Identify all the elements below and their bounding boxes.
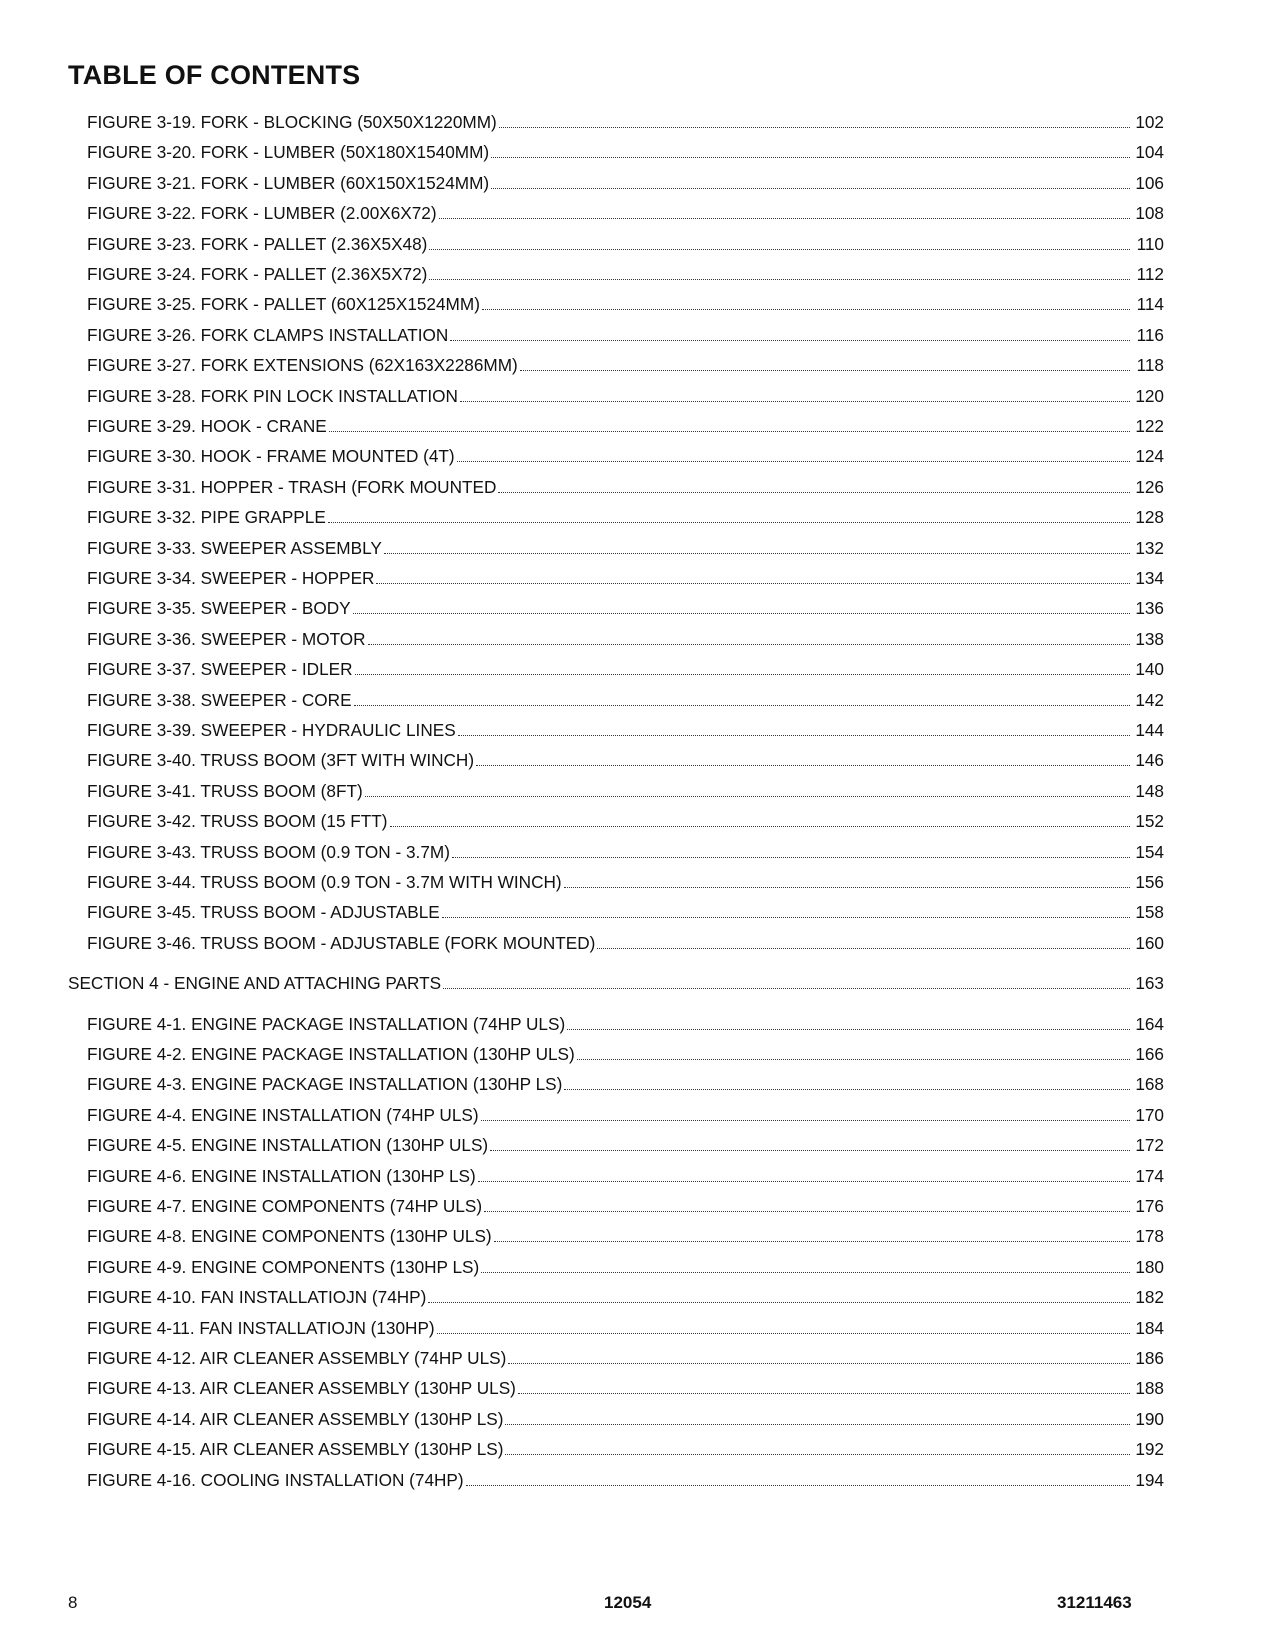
toc-entry-label: FIGURE 4-10. FAN INSTALLATIOJN (74HP) [87,1287,427,1308]
toc-entry-page: 132 [1135,537,1164,558]
toc-entry-page: 112 [1136,264,1164,284]
toc-dot-leader [482,292,1132,316]
toc-entry-page: 186 [1135,1348,1164,1368]
toc-entry-page: 166 [1135,1044,1164,1064]
toc-entry-label: FIGURE 3-37. SWEEPER - IDLER [87,659,353,680]
toc-entry-page: 118 [1136,355,1164,376]
footer-page-number: 8 [68,1593,78,1612]
toc-entry-page: 164 [1135,1013,1164,1034]
toc-figure-entry[interactable] [87,1133,1164,1157]
toc-entry-label: FIGURE 3-30. HOOK - FRAME MOUNTED (4T) [87,446,455,467]
toc-entry-page: 136 [1135,598,1164,619]
toc-entry-page: 172 [1135,1135,1164,1156]
toc-entry-label: FIGURE 4-13. AIR CLEANER ASSEMBLY (130HP ULS) [87,1378,516,1399]
toc-entry-page: 194 [1135,1469,1164,1490]
toc-entry-label: FIGURE 3-39. SWEEPER - HYDRAULIC LINES [87,720,456,740]
toc-figure-entry[interactable] [87,566,1164,590]
toc-entry-page: 158 [1135,902,1164,923]
toc-entry-label: FIGURE 3-28. FORK PIN LOCK INSTALLATION [87,385,458,406]
toc-entry-page: 108 [1135,203,1164,224]
toc-entry-page: 178 [1135,1226,1164,1247]
toc-dot-leader [564,870,1132,894]
toc-dot-leader [458,718,1132,742]
toc-dot-leader [499,110,1132,134]
toc-dot-leader [498,475,1132,499]
toc-entry-page: 138 [1135,628,1164,649]
toc-figure-entry[interactable] [87,1468,1164,1492]
toc-figure-entry[interactable] [87,809,1164,833]
toc-entry-page: 126 [1135,476,1164,497]
toc-dot-leader [520,353,1132,377]
toc-entry-label: FIGURE 3-45. TRUSS BOOM - ADJUSTABLE [87,902,440,923]
toc-figure-entry[interactable] [87,1346,1164,1370]
toc-entry-label: FIGURE 3-44. TRUSS BOOM (0.9 TON - 3.7M WITH WINCH) [87,872,562,892]
toc-entry-label: FIGURE 4-12. AIR CLEANER ASSEMBLY (74HP ULS) [87,1348,507,1368]
toc-entry-page: 146 [1135,750,1164,771]
toc-figure-entry[interactable] [87,1042,1164,1066]
toc-entry-page: 176 [1135,1196,1164,1216]
toc-entry-page: 122 [1135,416,1164,436]
toc-entry-label: FIGURE 4-4. ENGINE INSTALLATION (74HP ULS) [87,1104,479,1125]
toc-entry-page: 120 [1135,385,1164,406]
toc-entry-label: FIGURE 3-20. FORK - LUMBER (50X180X1540MM) [87,142,490,163]
toc-dot-leader [478,1164,1132,1188]
toc-figure-entry[interactable] [87,1407,1164,1431]
toc-section-entry[interactable] [68,971,1164,995]
toc-dot-leader [481,1255,1132,1279]
toc-entry-label: FIGURE 4-11. FAN INSTALLATIOJN (130HP) [87,1317,435,1338]
toc-dot-leader [491,171,1132,195]
toc-entry-label: FIGURE 4-2. ENGINE PACKAGE INSTALLATION (130HP ULS) [87,1044,575,1064]
toc-entry-label: FIGURE 4-15. AIR CLEANER ASSEMBLY (130HP LS) [87,1439,504,1460]
toc-figure-entry[interactable] [87,596,1164,620]
toc-entry-page: 140 [1135,659,1164,680]
toc-dot-leader [567,1012,1132,1036]
toc-dot-leader [428,1285,1132,1309]
toc-figure-entry[interactable] [87,900,1164,924]
toc-dot-leader [429,232,1132,256]
toc-entry-page: 102 [1135,112,1164,132]
toc-entry-label: FIGURE 4-3. ENGINE PACKAGE INSTALLATION (130HP LS) [87,1074,563,1095]
toc-entry-page: 182 [1135,1287,1164,1308]
toc-entry-page: 116 [1136,324,1164,345]
toc-figure-entry[interactable] [87,688,1164,712]
toc-figure-entry[interactable] [87,414,1164,438]
toc-dot-leader [460,384,1132,408]
toc-dot-leader [452,840,1132,864]
toc-entry-label: FIGURE 4-7. ENGINE COMPONENTS (74HP ULS) [87,1196,483,1216]
toc-entry-page: 156 [1135,872,1164,892]
toc-figure-entry[interactable] [87,475,1164,499]
toc-figure-entry[interactable] [87,1103,1164,1127]
toc-entry-label: FIGURE 4-1. ENGINE PACKAGE INSTALLATION (74HP ULS) [87,1013,566,1034]
toc-entry-page: 114 [1136,294,1164,315]
toc-figure-entry[interactable] [87,292,1164,316]
toc-dot-leader [481,1103,1132,1127]
toc-dot-leader [384,536,1132,560]
toc-figure-entry[interactable] [87,232,1164,256]
toc-figure-entry[interactable] [87,1224,1164,1248]
toc-figure-entry[interactable] [87,870,1164,894]
toc-dot-leader [518,1376,1132,1400]
toc-entry-label: FIGURE 3-40. TRUSS BOOM (3FT WITH WINCH) [87,750,475,771]
toc-figure-entry[interactable] [87,779,1164,803]
toc-dot-leader [490,1133,1132,1157]
toc-entry-label: FIGURE 4-14. AIR CLEANER ASSEMBLY (130HP LS) [87,1408,504,1429]
toc-entry-page: 124 [1135,446,1164,467]
toc-dot-leader [443,971,1132,995]
toc-entry-label: FIGURE 4-16. COOLING INSTALLATION (74HP) [87,1469,464,1490]
toc-figure-entry[interactable] [87,262,1164,286]
toc-entry-label: FIGURE 3-24. FORK - PALLET (2.36X5X72) [87,264,428,284]
toc-entry-label: FIGURE 4-9. ENGINE COMPONENTS (130HP LS) [87,1256,480,1277]
toc-figure-entry[interactable] [87,1164,1164,1188]
toc-dot-leader [494,1224,1132,1248]
toc-figure-entry[interactable] [87,627,1164,651]
toc-entry-label: FIGURE 4-5. ENGINE INSTALLATION (130HP ULS) [87,1135,489,1156]
toc-figure-entry[interactable] [87,384,1164,408]
toc-figure-entry[interactable] [87,536,1164,560]
toc-figure-entry[interactable] [87,1255,1164,1279]
toc-entry-label: FIGURE 3-43. TRUSS BOOM (0.9 TON - 3.7M) [87,841,450,862]
toc-entry-page: 188 [1135,1378,1164,1399]
toc-figure-entry[interactable] [87,1285,1164,1309]
toc-figure-entry[interactable] [87,1316,1164,1340]
toc-entry-label: FIGURE 3-27. FORK EXTENSIONS (62X163X2286MM) [87,355,518,376]
toc-figure-entry[interactable] [87,1437,1164,1461]
toc-entry-page: 163 [1135,973,1164,994]
toc-entry-page: 148 [1135,780,1164,801]
toc-entry-label: SECTION 4 - ENGINE AND ATTACHING PARTS [68,973,442,994]
toc-dot-leader [353,596,1132,620]
toc-dot-leader [329,414,1132,438]
toc-entry-label: FIGURE 3-42. TRUSS BOOM (15 FTT) [87,811,388,832]
toc-figure-entry[interactable] [87,140,1164,164]
toc-entry-label: FIGURE 3-29. HOOK - CRANE [87,416,327,436]
toc-figure-entry[interactable] [87,201,1164,225]
toc-dot-leader [429,262,1132,286]
toc-dot-leader [505,1407,1132,1431]
toc-dot-leader [354,688,1132,712]
toc-dot-leader [390,809,1132,833]
toc-figure-entry[interactable] [87,748,1164,772]
toc-dot-leader [368,627,1132,651]
footer-part-number: 31211463 [1057,1593,1132,1612]
toc-figure-entry[interactable] [87,1194,1164,1218]
toc-figure-entry[interactable] [87,110,1164,134]
toc-figure-entry[interactable] [87,323,1164,347]
toc-figure-entry[interactable] [87,840,1164,864]
toc-entry-label: FIGURE 3-32. PIPE GRAPPLE [87,507,326,528]
toc-figure-entry[interactable] [87,171,1164,195]
toc-entry-page: 142 [1135,689,1164,710]
toc-entry-label: FIGURE 3-26. FORK CLAMPS INSTALLATION [87,324,449,345]
toc-entry-label: FIGURE 4-8. ENGINE COMPONENTS (130HP ULS) [87,1226,492,1247]
toc-entry-page: 154 [1135,841,1164,862]
toc-entry-page: 180 [1135,1256,1164,1277]
toc-entry-label: FIGURE 3-33. SWEEPER ASSEMBLY [87,537,382,558]
toc-entry-label: FIGURE 4-6. ENGINE INSTALLATION (130HP LS) [87,1165,476,1186]
toc-entry-page: 174 [1135,1165,1164,1186]
toc-entry-page: 160 [1135,932,1164,953]
toc-entry-page: 190 [1135,1408,1164,1429]
toc-figure-entry[interactable] [87,1376,1164,1400]
toc-entry-label: FIGURE 3-19. FORK - BLOCKING (50X50X1220MM) [87,112,497,132]
toc-figure-entry[interactable] [87,657,1164,681]
toc-entry-label: FIGURE 3-34. SWEEPER - HOPPER [87,568,375,588]
toc-figure-entry[interactable] [87,353,1164,377]
toc-entry-label: FIGURE 3-22. FORK - LUMBER (2.00X6X72) [87,203,437,224]
toc-figure-entry[interactable] [87,931,1164,955]
toc-entry-label: FIGURE 3-23. FORK - PALLET (2.36X5X48) [87,233,428,254]
toc-dot-leader [508,1346,1132,1370]
toc-entry-page: 144 [1135,720,1164,740]
toc-dot-leader [450,323,1132,347]
toc-entry-label: FIGURE 3-31. HOPPER - TRASH (FORK MOUNTED [87,476,497,497]
toc-dot-leader [564,1072,1132,1096]
toc-entry-page: 106 [1135,172,1164,193]
toc-dot-leader [376,566,1132,590]
toc-entry-label: FIGURE 3-35. SWEEPER - BODY [87,598,351,619]
toc-entry-page: 152 [1135,811,1164,832]
toc-figure-entry[interactable] [87,444,1164,468]
toc-entry-label: FIGURE 3-36. SWEEPER - MOTOR [87,628,366,649]
toc-entry-label: FIGURE 3-46. TRUSS BOOM - ADJUSTABLE (FORK MOUNTED) [87,932,596,953]
toc-dot-leader [505,1437,1132,1461]
toc-dot-leader [597,931,1132,955]
toc-entry-label: FIGURE 3-21. FORK - LUMBER (60X150X1524MM) [87,172,490,193]
toc-entry-label: FIGURE 3-25. FORK - PALLET (60X125X1524MM) [87,294,480,315]
toc-entry-page: 184 [1135,1317,1164,1338]
toc-entry-label: FIGURE 3-38. SWEEPER - CORE [87,689,352,710]
toc-dot-leader [577,1042,1132,1066]
toc-dot-leader [491,140,1132,164]
toc-dot-leader [457,444,1132,468]
toc-entry-label: FIGURE 3-41. TRUSS BOOM (8FT) [87,780,363,801]
toc-figure-entry[interactable] [87,1012,1164,1036]
toc-dot-leader [466,1468,1132,1492]
toc-figure-entry[interactable] [87,718,1164,742]
page-title: TABLE OF CONTENTS [68,60,361,90]
toc-dot-leader [439,201,1132,225]
toc-figure-entry[interactable] [87,505,1164,529]
toc-figure-entry[interactable] [87,1072,1164,1096]
toc-entry-page: 192 [1135,1439,1164,1460]
toc-entry-page: 168 [1135,1074,1164,1095]
toc-entry-page: 128 [1135,507,1164,528]
toc-dot-leader [365,779,1132,803]
toc-entry-page: 104 [1135,142,1164,163]
toc-dot-leader [442,900,1132,924]
toc-entry-page: 170 [1135,1104,1164,1125]
toc-dot-leader [328,505,1132,529]
toc-dot-leader [476,748,1132,772]
toc-dot-leader [484,1194,1132,1218]
toc-dot-leader [355,657,1132,681]
toc-entry-page: 110 [1136,233,1164,254]
toc-entry-page: 134 [1135,568,1164,588]
footer-document-code: 12054 [604,1593,652,1612]
toc-dot-leader [437,1316,1132,1340]
